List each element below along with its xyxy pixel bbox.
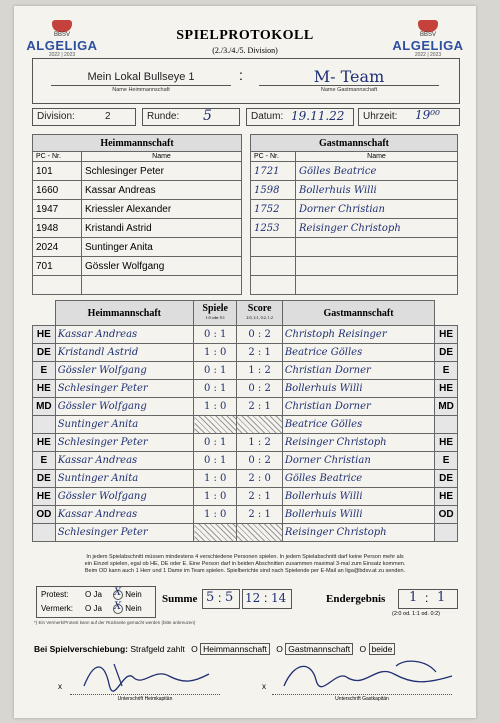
match-home-player[interactable]: Gössler Wolfgang <box>55 488 193 506</box>
match-row <box>33 326 458 344</box>
away-team-name[interactable]: M- Team <box>313 67 385 86</box>
spiele-sublabel: 1:0 oder 0:1 <box>205 315 225 320</box>
roster-name[interactable]: Gölles Beatrice <box>296 162 458 181</box>
roster-name[interactable] <box>296 238 458 257</box>
match-score[interactable]: 0 : 2 <box>237 452 282 470</box>
match-row <box>33 524 458 542</box>
match-type-right <box>435 416 458 434</box>
roster-row <box>251 181 458 200</box>
pc-header: PC - Nr. <box>251 152 296 162</box>
roster-pc[interactable]: 1721 <box>251 162 296 181</box>
match-score[interactable]: 2 : 1 <box>237 344 282 362</box>
logo-name: ALGELIGA <box>392 38 464 53</box>
away-roster-table <box>250 134 458 295</box>
endergebnis-away: 1 <box>437 590 446 605</box>
colon-separator: : <box>239 67 243 83</box>
roster-row <box>251 162 458 181</box>
match-type-right: OD <box>435 506 458 524</box>
away-roster-title: Gastmannschaft <box>251 135 458 152</box>
vermerk-nein-label: Nein <box>125 604 142 614</box>
logo-brand: BBSV <box>53 32 70 38</box>
runde-value: 5 <box>203 108 212 124</box>
roster-pc[interactable] <box>251 257 296 276</box>
match-type-right: DE <box>435 344 458 362</box>
roster-row <box>33 276 242 295</box>
roster-row <box>251 276 458 295</box>
match-row <box>33 452 458 470</box>
home-signature-label: Unterschrift Heimkapitän <box>117 696 173 702</box>
roster-name[interactable]: Reisinger Christoph <box>296 219 458 238</box>
match-row <box>33 362 458 380</box>
match-type-left: HE <box>33 488 56 506</box>
roster-name[interactable]: Dorner Christian <box>296 200 458 219</box>
match-spiele[interactable]: 1 : 0 <box>194 344 237 362</box>
logo-name: ALGELIGA <box>26 38 98 53</box>
roster-name[interactable]: Gössler Wolfgang <box>82 257 242 276</box>
match-type-left: HE <box>33 326 56 344</box>
match-row <box>33 506 458 524</box>
roster-pc[interactable] <box>33 276 82 295</box>
match-type-right: E <box>435 362 458 380</box>
match-away-player[interactable]: Bollerhuis Willi <box>282 506 434 524</box>
protest-nein-option[interactable] <box>113 587 142 600</box>
match-home-player[interactable]: Kristandl Astrid <box>55 344 193 362</box>
runde-field[interactable] <box>142 108 240 126</box>
match-score[interactable]: 2 : 1 <box>237 506 282 524</box>
protest-vermerk-box <box>36 586 156 618</box>
match-spiele[interactable]: 1 : 0 <box>194 506 237 524</box>
uhrzeit-label: Uhrzeit: <box>363 111 398 122</box>
match-type-left <box>33 416 56 434</box>
endergebnis-hint: (2:0 od. 1:1 od. 0:2) <box>392 611 441 617</box>
roster-row <box>33 181 242 200</box>
endergebnis-label: Endergebnis <box>326 593 386 605</box>
division-label: Division: <box>37 111 75 122</box>
logo-season: 2022 | 2023 <box>48 52 76 58</box>
matches-score-header <box>237 301 282 326</box>
match-row <box>33 470 458 488</box>
match-home-player[interactable]: Kassar Andreas <box>55 506 193 524</box>
summe-spiele-away: 5 <box>225 590 234 605</box>
match-type-left: MD <box>33 398 56 416</box>
match-spiele[interactable]: 1 : 0 <box>194 488 237 506</box>
division-field[interactable] <box>32 108 136 126</box>
match-type-left: HE <box>33 434 56 452</box>
roster-row <box>33 238 242 257</box>
match-away-player[interactable]: Christian Dorner <box>282 398 434 416</box>
match-score[interactable]: 1 : 2 <box>237 434 282 452</box>
rules-line-3: Beim OD kann auch 1 Herr und 1 Dame im Team spielen. Spielberichte sind nach Spielende per E-Mail an liga@bdsv.at zu senden. <box>84 568 406 574</box>
away-signature-label: Unterschrift Gastkapitän <box>335 696 389 702</box>
match-away-player[interactable]: Christoph Reisinger <box>282 326 434 344</box>
page-title: SPIELPROTOKOLL <box>176 28 314 43</box>
match-spiele[interactable] <box>194 416 237 434</box>
datum-field[interactable] <box>246 108 354 126</box>
roster-pc[interactable]: 701 <box>33 257 82 276</box>
roster-row <box>251 200 458 219</box>
home-roster-table <box>32 134 242 295</box>
match-score[interactable]: 1 : 2 <box>237 362 282 380</box>
match-home-player[interactable]: Schlesinger Peter <box>55 524 193 542</box>
rules-line-1: In jedem Spielabschnitt müssen mindestens 4 verschiedene Personen spielen. In jedem Spielabschnitt darf keine Person mehr als <box>86 554 404 560</box>
away-captain-signature <box>276 654 456 694</box>
endergebnis-home: 1 <box>409 590 418 605</box>
roster-row <box>251 257 458 276</box>
datum-value: 19.11.22 <box>291 109 345 123</box>
page-subtitle: (2./3./4./5. Division) <box>212 46 278 55</box>
roster-name[interactable]: Bollerhuis Willi <box>296 181 458 200</box>
match-type-right: HE <box>435 488 458 506</box>
away-team-label: Name Gastmannschaft <box>320 87 378 93</box>
checked-circle-icon: X <box>114 601 122 612</box>
match-spiele[interactable] <box>194 524 237 542</box>
pc-header: PC - Nr. <box>33 152 82 162</box>
roster-pc[interactable]: 2024 <box>33 238 82 257</box>
match-home-player[interactable]: Gössler Wolfgang <box>55 362 193 380</box>
matches-home-header: Heimmannschaft <box>55 301 193 326</box>
match-row <box>33 398 458 416</box>
score-label: Score <box>247 303 272 314</box>
signature-x-left: x <box>58 682 62 691</box>
match-type-left: HE <box>33 380 56 398</box>
match-away-player[interactable]: Reisinger Christoph <box>282 434 434 452</box>
match-away-player[interactable]: Beatrice Gölles <box>282 344 434 362</box>
division-value: 2 <box>105 111 111 122</box>
match-row <box>33 344 458 362</box>
match-score[interactable] <box>237 524 282 542</box>
match-home-player[interactable]: Schlesinger Peter <box>55 380 193 398</box>
protest-ja-option[interactable]: O Ja <box>85 590 102 599</box>
name-header: Name <box>296 152 458 162</box>
score-sublabel: 2:0, 2:1, 0:2, 1:2 <box>246 315 273 320</box>
match-score[interactable]: 0 : 2 <box>237 326 282 344</box>
roster-name[interactable]: Suntinger Anita <box>82 238 242 257</box>
matches-away-header: Gastmannschaft <box>282 301 434 326</box>
matches-spiele-header <box>194 301 237 326</box>
match-away-player[interactable]: Gölles Beatrice <box>282 470 434 488</box>
home-team-name[interactable]: Mein Lokal Bullseye 1 <box>87 71 195 83</box>
datum-label: Datum: <box>251 111 284 122</box>
roster-name[interactable] <box>296 276 458 295</box>
match-score[interactable]: 2 : 0 <box>237 470 282 488</box>
roster-name[interactable] <box>82 276 242 295</box>
signature-x-right: x <box>262 682 266 691</box>
verschiebung-text: Strafgeld zahlt <box>130 644 185 654</box>
match-score[interactable]: 2 : 1 <box>237 488 282 506</box>
match-home-player[interactable]: Suntinger Anita <box>55 470 193 488</box>
match-type-left: OD <box>33 506 56 524</box>
logo-season: 2022 | 2023 <box>414 52 442 58</box>
match-type-left: E <box>33 362 56 380</box>
match-score[interactable] <box>237 416 282 434</box>
rules-note <box>34 554 456 575</box>
match-row <box>33 380 458 398</box>
match-type-right: HE <box>435 326 458 344</box>
score-sheet <box>14 6 476 718</box>
match-type-right <box>435 524 458 542</box>
match-spiele[interactable]: 0 : 1 <box>194 362 237 380</box>
roster-pc[interactable]: 1947 <box>33 200 82 219</box>
roster-row <box>33 257 242 276</box>
match-home-player[interactable]: Schlesinger Peter <box>55 434 193 452</box>
home-captain-signature <box>74 656 214 692</box>
roster-name[interactable]: Kristandi Astrid <box>82 219 242 238</box>
roster-row <box>33 219 242 238</box>
verschiebung-row: Bei Spielverschiebung: Strafgeld zahlt O Heimmannschaft O Gastmannschaft O beide <box>34 644 464 654</box>
option-gastmannschaft[interactable]: Gastmannschaft <box>285 643 353 655</box>
match-spiele[interactable]: 1 : 0 <box>194 398 237 416</box>
summe-spiele-box[interactable]: 5 : 5 <box>202 589 240 609</box>
summe-score-box[interactable]: 12 : 14 <box>242 589 292 609</box>
roster-row <box>33 162 242 181</box>
match-type-right: DE <box>435 470 458 488</box>
roster-pc[interactable]: 1253 <box>251 219 296 238</box>
summe-score-away: 14 <box>271 591 287 605</box>
match-away-player[interactable]: Bollerhuis Willi <box>282 380 434 398</box>
match-spiele[interactable]: 0 : 1 <box>194 452 237 470</box>
protest-label: Protest: <box>41 590 69 599</box>
match-type-left: E <box>33 452 56 470</box>
team-names-box <box>32 58 460 104</box>
match-spiele[interactable]: 0 : 1 <box>194 434 237 452</box>
roster-pc[interactable]: 1598 <box>251 181 296 200</box>
home-roster-title: Heimmannschaft <box>33 135 242 152</box>
home-team-label: Name Heimmannschaft <box>112 87 170 93</box>
roster-pc[interactable]: 1948 <box>33 219 82 238</box>
roster-pc[interactable]: 1660 <box>33 181 82 200</box>
footnote: *) Ein Vermerk/Protest kann auf der Rückseite gemacht werden (bitte ankreuzen) <box>34 620 196 625</box>
roster-name[interactable]: Kriessler Alexander <box>82 200 242 219</box>
match-away-player[interactable]: Christian Dorner <box>282 362 434 380</box>
name-header: Name <box>82 152 242 162</box>
match-spiele[interactable]: 0 : 1 <box>194 326 237 344</box>
match-spiele[interactable]: 1 : 0 <box>194 470 237 488</box>
roster-row <box>33 200 242 219</box>
roster-pc[interactable] <box>251 238 296 257</box>
verschiebung-label: Bei Spielverschiebung: <box>34 644 128 654</box>
match-spiele[interactable]: 0 : 1 <box>194 380 237 398</box>
endergebnis-box[interactable]: 1 : 1 <box>398 589 458 609</box>
summe-score-home: 12 <box>245 591 261 605</box>
logo-brand: BBSV <box>419 32 436 38</box>
match-away-player[interactable]: Reisinger Christoph <box>282 524 434 542</box>
match-table <box>32 300 458 542</box>
match-type-right: HE <box>435 434 458 452</box>
match-home-player[interactable]: Suntinger Anita <box>55 416 193 434</box>
match-away-player[interactable]: Dorner Christian <box>282 452 434 470</box>
spiele-label: Spiele <box>202 303 228 314</box>
roster-row <box>251 219 458 238</box>
roster-name[interactable]: Kassar Andreas <box>82 181 242 200</box>
protest-nein-label: Nein <box>125 590 142 600</box>
roster-row <box>251 238 458 257</box>
checked-circle-icon: X <box>114 587 122 598</box>
vermerk-ja-option[interactable]: O Ja <box>85 604 102 613</box>
match-home-player[interactable]: Gössler Wolfgang <box>55 398 193 416</box>
option-heimmannschaft[interactable]: Heimmannschaft <box>200 643 270 655</box>
vermerk-nein-option[interactable] <box>113 601 142 614</box>
roster-pc[interactable]: 1752 <box>251 200 296 219</box>
match-type-right: MD <box>435 398 458 416</box>
roster-name[interactable]: Schlesinger Peter <box>82 162 242 181</box>
rules-line-2: ein Einzel spielen, egal ob HE, DE oder E. Eine Person darf in beiden Abschnitten zusammen maximal 3-mal zum Einsatz kommen. <box>84 561 406 567</box>
match-type-left <box>33 524 56 542</box>
summe-label: Summe <box>162 593 198 605</box>
match-row <box>33 488 458 506</box>
match-type-left: DE <box>33 344 56 362</box>
match-away-player[interactable]: Bollerhuis Willi <box>282 488 434 506</box>
uhrzeit-value: 19⁰⁰ <box>415 108 440 122</box>
match-type-right: HE <box>435 380 458 398</box>
uhrzeit-field[interactable] <box>358 108 460 126</box>
match-row <box>33 434 458 452</box>
match-score[interactable]: 2 : 1 <box>237 398 282 416</box>
roster-pc[interactable]: 101 <box>33 162 82 181</box>
match-home-player[interactable]: Kassar Andreas <box>55 326 193 344</box>
match-row <box>33 416 458 434</box>
option-beide[interactable]: beide <box>369 643 396 655</box>
match-score[interactable]: 0 : 2 <box>237 380 282 398</box>
match-home-player[interactable]: Kassar Andreas <box>55 452 193 470</box>
vermerk-label: Vermerk: <box>41 604 74 613</box>
match-away-player[interactable]: Beatrice Gölles <box>282 416 434 434</box>
runde-label: Runde: <box>147 111 180 122</box>
match-type-left: DE <box>33 470 56 488</box>
roster-pc[interactable] <box>251 276 296 295</box>
summe-spiele-home: 5 <box>206 590 215 605</box>
roster-name[interactable] <box>296 257 458 276</box>
match-type-right: E <box>435 452 458 470</box>
